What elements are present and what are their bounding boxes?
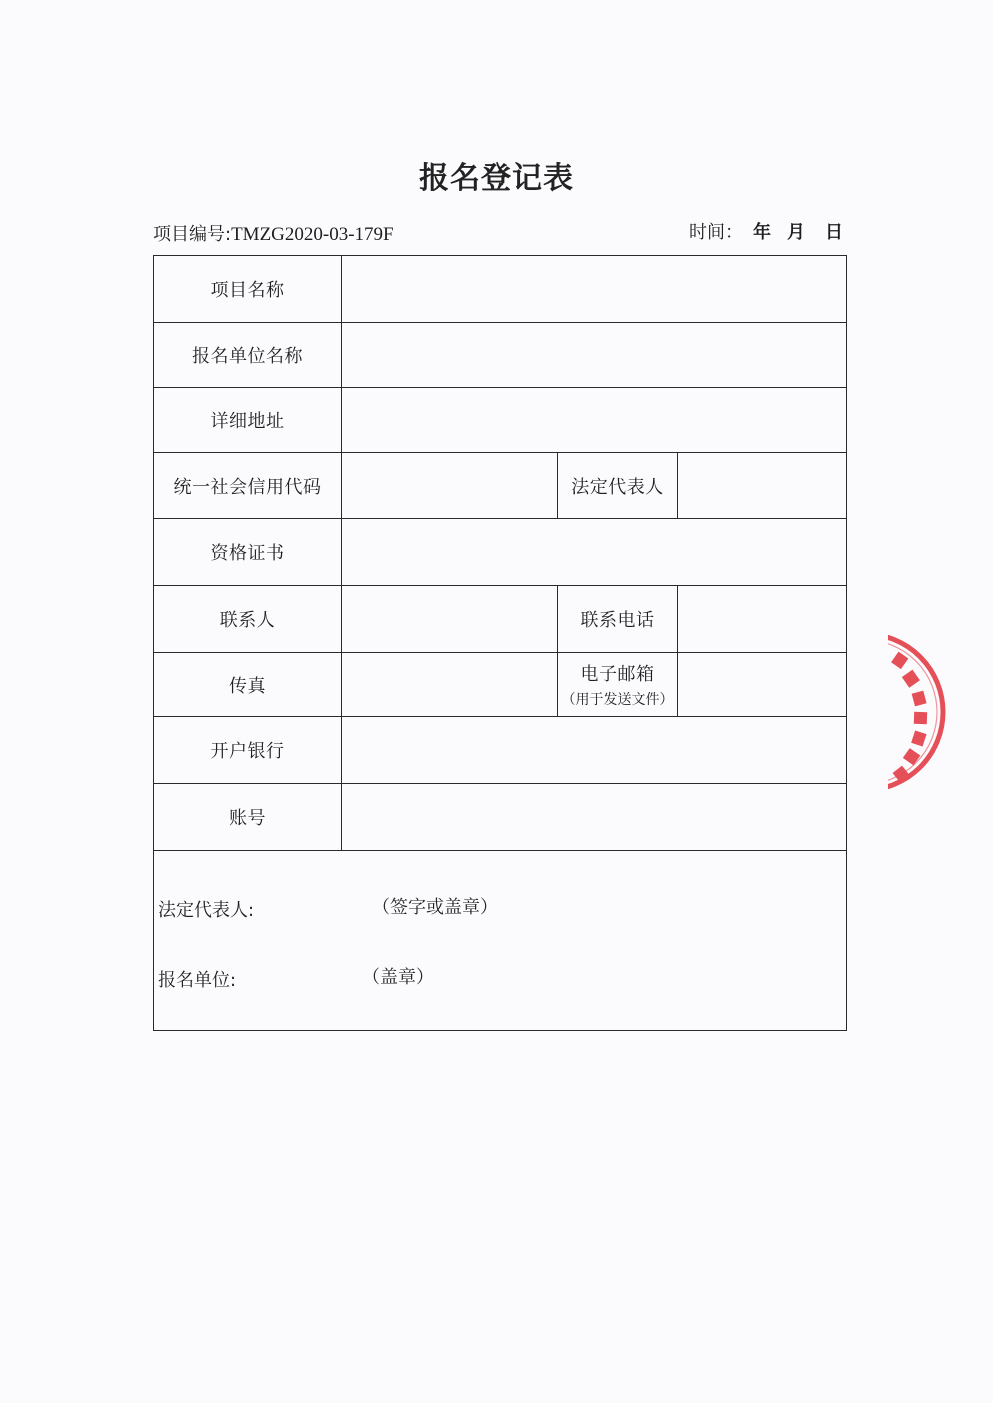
value-email [678, 653, 847, 717]
label-applicant-name: 报名单位名称 [154, 323, 342, 388]
signature-unit-note: （盖章） [362, 967, 434, 988]
project-number-label: 项目编号: [153, 224, 232, 245]
project-number [153, 220, 394, 246]
value-phone [678, 586, 847, 653]
table-row [154, 784, 847, 851]
value-contact [342, 586, 558, 653]
date-day: 日 [825, 222, 843, 243]
label-email-cell [558, 653, 678, 717]
value-qualification [342, 519, 847, 586]
date-label: 时间： [689, 222, 743, 243]
label-phone: 联系电话 [558, 586, 678, 653]
label-bank: 开户银行 [154, 717, 342, 784]
label-qualification: 资格证书 [154, 519, 342, 586]
registration-table [153, 255, 847, 1031]
table-row [154, 256, 847, 323]
value-bank [342, 717, 847, 784]
signature-cell [154, 851, 847, 1031]
signature-row [154, 851, 847, 1031]
table-row [154, 519, 847, 586]
signature-unit-label: 报名单位: [158, 970, 237, 991]
red-seal-stamp [880, 620, 950, 810]
seal-inner-ring [880, 640, 937, 784]
label-account: 账号 [154, 784, 342, 851]
value-applicant-name [342, 323, 847, 388]
label-fax: 传真 [154, 653, 342, 717]
value-fax [342, 653, 558, 717]
label-project-name: 项目名称 [154, 256, 342, 323]
value-project-name [342, 256, 847, 323]
value-address [342, 388, 847, 453]
label-contact: 联系人 [154, 586, 342, 653]
page-title: 报名登记表 [419, 161, 574, 196]
signature-legal-rep-note: （签字或盖章） [372, 897, 498, 918]
table-row [154, 653, 847, 717]
table-row [154, 586, 847, 653]
date-month: 月 [787, 222, 805, 243]
date-line [689, 218, 849, 244]
table-row [154, 323, 847, 388]
label-legal-rep: 法定代表人 [558, 453, 678, 519]
value-legal-rep [678, 453, 847, 519]
date-year: 年 [753, 222, 771, 243]
signature-legal-rep-label: 法定代表人: [158, 900, 255, 921]
label-email: 电子邮箱 [580, 664, 655, 685]
label-email-note: （用于发送文件） [561, 692, 674, 708]
project-number-value: TMZG2020-03-179F [231, 224, 394, 245]
table-row [154, 388, 847, 453]
value-account [342, 784, 847, 851]
label-address: 详细地址 [154, 388, 342, 453]
table-row [154, 453, 847, 519]
value-credit-code [342, 453, 558, 519]
table-row [154, 717, 847, 784]
label-credit-code: 统一社会信用代码 [154, 453, 342, 519]
